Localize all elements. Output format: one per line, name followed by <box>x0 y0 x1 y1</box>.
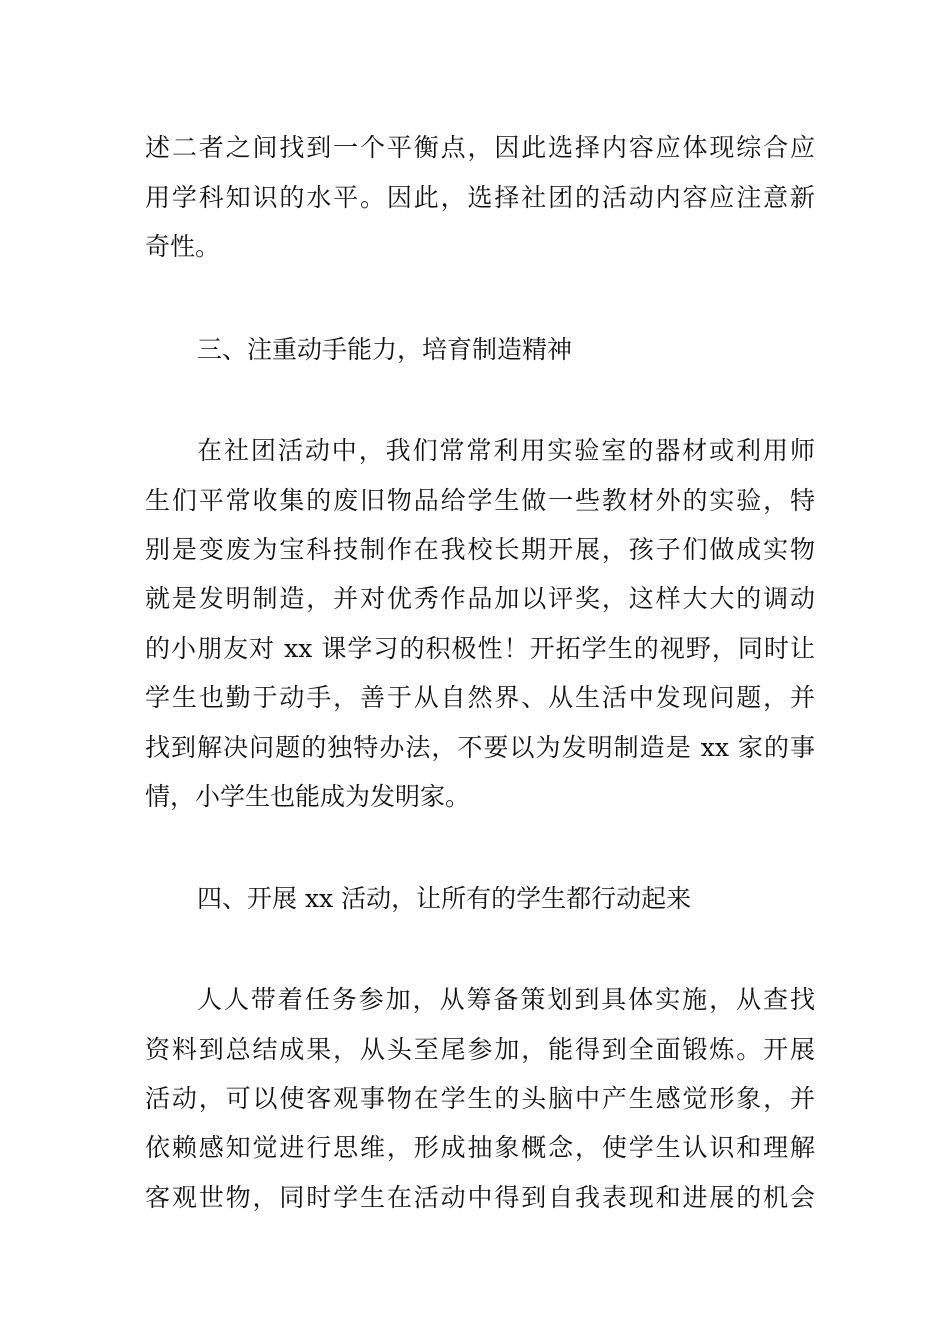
paragraph-line: 客观世物，同时学生在活动中得到自我表现和进展的机会 <box>145 1183 815 1212</box>
section-heading-4: 四、开展 xx 活动，让所有的学生都行动起来 <box>197 884 692 913</box>
paragraph-line: 依赖感知觉进行思维，形成抽象概念，使学生认识和理解 <box>145 1133 815 1162</box>
paragraph-line: 在社团活动中，我们常常利用实验室的器材或利用师 <box>197 436 815 465</box>
paragraph-line: 人人带着任务参加，从筹备策划到具体实施，从查找 <box>197 985 815 1014</box>
paragraph-line: 就是发明制造，并对优秀作品加以评奖，这样大大的调动 <box>145 584 815 613</box>
paragraph-line: 活动，可以使客观事物在学生的头脑中产生感觉形象，并 <box>145 1084 815 1113</box>
paragraph-line: 找到解决问题的独特办法，不要以为发明制造是 xx 家的事 <box>145 733 815 762</box>
paragraph-line: 生们平常收集的废旧物品给学生做一些教材外的实验，特 <box>145 486 815 515</box>
paragraph-line: 述二者之间找到一个平衡点，因此选择内容应体现综合应 <box>145 133 815 162</box>
paragraph-line: 用学科知识的水平。因此，选择社团的活动内容应注意新 <box>145 183 815 212</box>
section-heading-3: 三、注重动手能力，培育制造精神 <box>197 335 573 364</box>
paragraph-line: 学生也勤于动手，善于从自然界、从生活中发现问题，并 <box>145 683 815 712</box>
paragraph-line: 奇性。 <box>145 232 221 261</box>
paragraph-line: 情，小学生也能成为发明家。 <box>145 782 471 811</box>
paragraph-line: 资料到总结成果，从头至尾参加，能得到全面锻炼。开展 <box>145 1035 815 1064</box>
paragraph-line: 别是变废为宝科技制作在我校长期开展，孩子们做成实物 <box>145 535 815 564</box>
paragraph-line: 的小朋友对 xx 课学习的积极性！开拓学生的视野，同时让 <box>145 634 815 663</box>
